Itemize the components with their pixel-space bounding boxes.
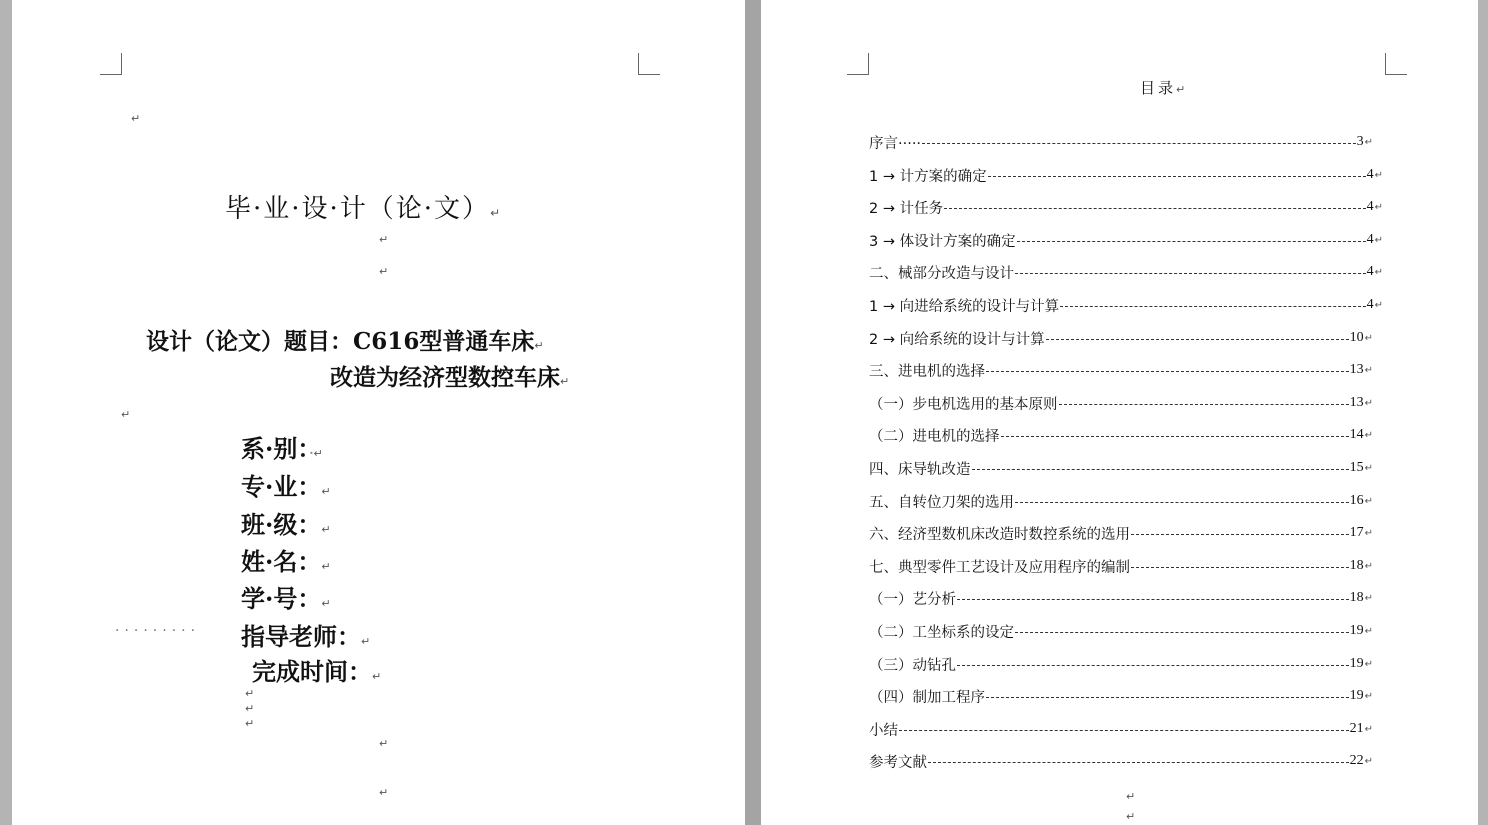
toc-entry-page: 13 <box>1349 395 1364 410</box>
toc-dot-leader <box>1015 273 1366 274</box>
toc-entry-label: 参考文献 <box>869 754 927 771</box>
toc-dot-leader <box>899 730 1349 731</box>
thesis-topic-line-1 <box>146 323 544 356</box>
toc-entry[interactable] <box>869 718 1373 740</box>
toc-entry-label: （三）动钻孔 <box>869 657 956 674</box>
thesis-topic-text-2: 改造为经济型数控车床 <box>330 364 560 391</box>
paragraph-mark: ↵ <box>1364 364 1373 376</box>
paragraph-mark: ↵ <box>1126 810 1136 823</box>
toc-entry-label: 二、械部分改造与设计 <box>869 265 1014 282</box>
toc-dot-leader <box>1046 339 1349 340</box>
field-completion-date <box>252 652 381 687</box>
toc-dot-leader <box>986 371 1349 372</box>
toc-dot-leader <box>1015 632 1349 633</box>
toc-entry-label: 2 → 计任务 <box>869 200 944 217</box>
toc-entry[interactable] <box>869 490 1373 512</box>
toc-entry-label: （一）步电机选用的基本原则 <box>869 396 1058 413</box>
toc-entry-page: 15 <box>1349 460 1364 475</box>
paragraph-mark: ↵ <box>560 375 570 388</box>
toc-entry-label: 小结 <box>869 722 898 739</box>
toc-entry-label: （二）进电机的选择 <box>869 428 1000 445</box>
crop-mark-top-right <box>638 53 660 75</box>
cover-page[interactable] <box>12 0 745 825</box>
toc-entry-label: （一）艺分析 <box>869 591 956 608</box>
paragraph-mark: ↵ <box>1364 495 1373 507</box>
leading-dots: ········· <box>115 623 201 639</box>
toc-entry-label: 1 → 计方案的确定 <box>869 168 987 185</box>
paragraph-mark: ↵ <box>1374 201 1383 213</box>
field-major-label: 专·业： <box>241 472 322 501</box>
crop-mark-top-left <box>100 53 122 75</box>
toc-dot-leader <box>957 665 1349 666</box>
toc-dot-leader <box>1131 567 1349 568</box>
toc-dot-leader <box>957 599 1349 600</box>
crop-mark-top-left <box>847 53 869 75</box>
paragraph-mark: ↵ <box>1364 462 1373 474</box>
toc-entry-page: 14 <box>1349 427 1364 442</box>
cover-title-text: 毕·业·设·计（论·文） <box>225 194 491 224</box>
cover-title <box>225 188 502 225</box>
toc-dot-leader <box>928 762 1349 763</box>
toc-dot-leader <box>922 143 1356 144</box>
field-class <box>241 505 331 540</box>
paragraph-mark: ↵ <box>1374 234 1383 246</box>
toc-entry-page: 4 <box>1366 297 1374 312</box>
window-gutter-right <box>1478 0 1488 825</box>
toc-entry-label: 2 → 向给系统的设计与计算 <box>869 331 1045 348</box>
toc-page[interactable] <box>761 0 1478 825</box>
field-department: 系·别：·↵ <box>241 434 323 463</box>
toc-entry[interactable] <box>869 261 1383 283</box>
paragraph-mark: ↵ <box>1374 266 1383 278</box>
paragraph-mark: ↵ <box>1364 755 1373 767</box>
paragraph-mark: ↵ <box>1364 723 1373 735</box>
toc-title <box>1140 77 1185 98</box>
toc-entry-page: 19 <box>1349 623 1364 638</box>
paragraph-mark: ↵ <box>321 597 331 610</box>
paragraph-mark: ↵ <box>321 560 331 573</box>
paragraph-mark: ↵ <box>131 112 141 125</box>
paragraph-mark: ↵ <box>490 206 503 220</box>
toc-entry-label: 七、典型零件工艺设计及应用程序的编制 <box>869 559 1130 576</box>
toc-entry[interactable] <box>869 424 1373 446</box>
field-class-label: 班·级： <box>241 510 322 539</box>
toc-entry-label: （四）制加工程序 <box>869 689 985 706</box>
toc-entry-page: 13 <box>1349 362 1364 377</box>
toc-title-text: 目录 <box>1140 79 1177 97</box>
paragraph-mark: ↵ <box>379 786 389 799</box>
paragraph-mark: ↵ <box>534 339 544 352</box>
toc-dot-leader <box>972 469 1349 470</box>
toc-entry-label: 五、自转位刀架的选用 <box>869 494 1014 511</box>
toc-dot-leader <box>988 176 1366 177</box>
toc-dot-leader <box>1060 306 1366 307</box>
toc-entry-page: 4 <box>1366 199 1374 214</box>
paragraph-mark: ↵ <box>321 523 331 536</box>
paragraph-mark: ↵ <box>1364 527 1373 539</box>
toc-dot-leader <box>1015 502 1349 503</box>
toc-dot-leader <box>1131 534 1349 535</box>
toc-entry-page: 19 <box>1349 656 1364 671</box>
toc-entry[interactable] <box>869 164 1383 186</box>
paragraph-mark: ↵ <box>379 737 389 750</box>
field-advisor <box>241 617 370 652</box>
paragraph-mark: ↵ <box>313 447 323 460</box>
field-department-label: 系·别： <box>241 434 310 463</box>
toc-entry[interactable] <box>869 653 1373 675</box>
paragraph-mark: ↵ <box>245 687 255 700</box>
toc-entry-label: （二）工坐标系的设定 <box>869 624 1014 641</box>
paragraph-mark: ↵ <box>1364 397 1373 409</box>
toc-entry[interactable] <box>869 457 1373 479</box>
paragraph-mark: ↵ <box>1364 332 1373 344</box>
field-name <box>241 542 331 577</box>
toc-entry-label: 1 → 向进给系统的设计与计算 <box>869 298 1060 315</box>
field-advisor-label: 指导老师： <box>241 622 361 651</box>
toc-entry-page: 4 <box>1366 232 1374 247</box>
toc-entry-page: 4 <box>1366 167 1374 182</box>
toc-entry-page: 3 <box>1356 134 1364 149</box>
toc-entry-page: 17 <box>1349 525 1364 540</box>
crop-mark-top-right <box>1385 53 1407 75</box>
toc-entry-label: 六、经济型数机床改造时数控系统的选用 <box>869 526 1130 543</box>
toc-entry-page: 4 <box>1366 264 1374 279</box>
toc-entry[interactable] <box>869 196 1383 218</box>
toc-entry[interactable] <box>869 522 1373 544</box>
field-name-label: 姓·名： <box>241 547 322 576</box>
paragraph-mark: ↵ <box>1364 658 1373 670</box>
paragraph-mark: ↵ <box>1364 592 1373 604</box>
toc-entry-page: 16 <box>1349 493 1364 508</box>
toc-dot-leader <box>1059 404 1349 405</box>
toc-entry-page: 10 <box>1349 330 1364 345</box>
toc-entry-label: 3 → 体设计方案的确定 <box>869 233 1016 250</box>
field-student-id <box>241 579 331 614</box>
paragraph-mark: ↵ <box>1364 136 1373 148</box>
toc-dot-leader <box>1017 241 1366 242</box>
toc-entry-page: 18 <box>1349 590 1364 605</box>
thesis-topic-line-2 <box>330 359 569 392</box>
field-completion-date-label: 完成时间： <box>252 657 372 686</box>
toc-entry-label: 四、床导轨改造 <box>869 461 971 478</box>
thesis-topic-text-1: 设计（论文）题目：C616型普通车床 <box>146 328 535 355</box>
window-gutter-left <box>0 0 12 825</box>
toc-entry[interactable] <box>869 555 1373 577</box>
paragraph-mark: ↵ <box>1364 625 1373 637</box>
toc-dot-leader <box>986 697 1349 698</box>
paragraph-mark: ↵ <box>1364 560 1373 572</box>
paragraph-mark: ↵ <box>361 635 371 648</box>
paragraph-mark: ↵ <box>379 265 389 278</box>
toc-entry[interactable] <box>869 294 1383 316</box>
toc-entry-page: 19 <box>1349 688 1364 703</box>
paragraph-mark: ↵ <box>1126 790 1136 803</box>
page-separator <box>745 0 761 825</box>
toc-entry-label: 序言····· <box>869 135 922 152</box>
paragraph-mark: ↵ <box>1176 83 1186 96</box>
toc-entry[interactable] <box>869 685 1373 707</box>
paragraph-mark: ↵ <box>245 702 255 715</box>
toc-entry-page: 18 <box>1349 558 1364 573</box>
toc-entry[interactable] <box>869 392 1373 414</box>
toc-entry[interactable] <box>869 750 1373 772</box>
toc-entry[interactable] <box>869 359 1373 381</box>
paragraph-mark: ↵ <box>321 485 331 498</box>
paragraph-mark: ↵ <box>121 408 131 421</box>
toc-entry[interactable] <box>869 229 1383 251</box>
toc-dot-leader <box>944 208 1366 209</box>
toc-entry[interactable] <box>869 587 1373 609</box>
toc-entry-page: 22 <box>1349 753 1364 768</box>
toc-entry[interactable] <box>869 620 1373 642</box>
paragraph-mark: ↵ <box>1364 690 1373 702</box>
toc-entry[interactable] <box>869 327 1373 349</box>
field-major <box>241 467 331 502</box>
paragraph-mark: ↵ <box>245 717 255 730</box>
paragraph-mark: ↵ <box>1364 429 1373 441</box>
paragraph-mark: ↵ <box>1374 299 1383 311</box>
paragraph-mark: ↵ <box>1374 169 1383 181</box>
field-student-id-label: 学·号： <box>241 584 322 613</box>
toc-entry-page: 21 <box>1349 721 1364 736</box>
toc-entry[interactable] <box>869 131 1373 153</box>
paragraph-mark: ↵ <box>372 670 382 683</box>
paragraph-mark: ↵ <box>379 233 389 246</box>
toc-entry-label: 三、进电机的选择 <box>869 363 985 380</box>
toc-dot-leader <box>1001 436 1349 437</box>
